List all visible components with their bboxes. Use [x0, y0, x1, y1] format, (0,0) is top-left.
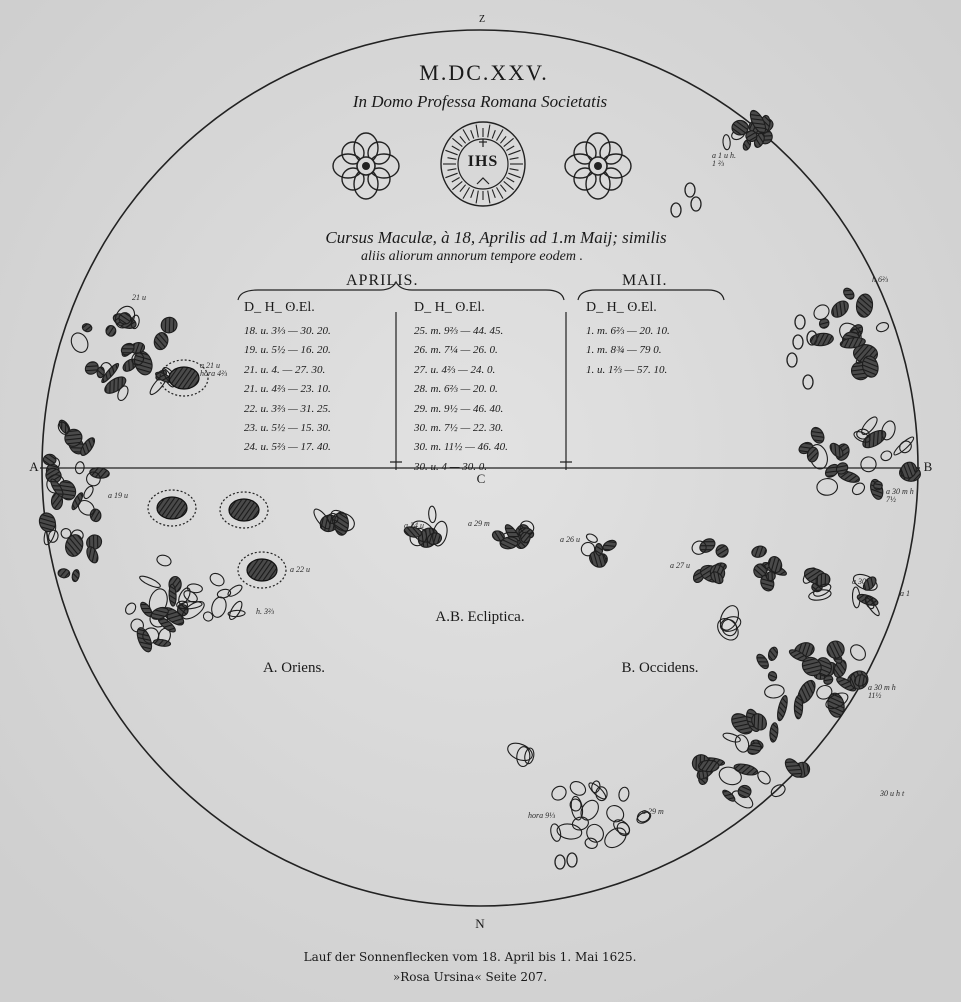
table-row: 23. u. 5½ — 15. 30. [244, 422, 331, 434]
table-row: 28. m. 6⅔ — 20. 0. [414, 383, 498, 396]
spot-annotation: h. 3⅔ [256, 607, 274, 616]
spot-annotation: 21 u [132, 293, 146, 302]
cursus-line-1: Cursus Maculæ, à 18, Aprilis ad 1.m Maij; similis [325, 228, 667, 247]
point-z: Z [478, 14, 486, 25]
spot-annotation: a 1 u h. 1 ⅔ [712, 151, 736, 168]
point-c: C [476, 471, 486, 486]
spot-annotation: a 30 m h 11½ [868, 683, 896, 700]
year-title: M.DC.XXV. [419, 60, 549, 85]
table-row: 30. u. 4 — 30. 0. [414, 460, 488, 473]
table-row: 21. u. 4. — 27. 30. [244, 363, 326, 376]
column-header-1: D_ H_ ʘ.El. [244, 300, 315, 315]
spot-annotation: a 29 m [468, 519, 490, 528]
spot-annotation: 30 u h t [880, 789, 905, 798]
oriens-label: A. Oriens. [262, 660, 326, 676]
month-may: MAII. [622, 272, 668, 289]
spot-annotation: a 21 u hora 4⅔ [200, 361, 228, 378]
table-row: 27. u. 4⅔ — 24. 0. [414, 363, 496, 376]
table-row: 22. u. 3⅔ — 31. 25. [244, 402, 331, 415]
table-row: 19. u. 5½ — 16. 20. [244, 344, 331, 357]
table-row: 1. m. 8¾ — 79 0. [586, 344, 662, 357]
spot-annotation: hora 9⅓ [528, 811, 556, 820]
cursus-line-2: aliis aliorum annorum tempore eodem . [361, 249, 583, 264]
caption-line-2: »Rosa Ursina« Seite 207. [392, 970, 548, 984]
month-april: APRILIS. [346, 272, 419, 289]
ecliptica-label: A.B. Ecliptica. [435, 609, 525, 625]
table-row: 1. u. 1⅔ — 57. 10. [586, 363, 668, 376]
table-row: 1. m. 6⅔ — 20. 10. [586, 325, 670, 337]
spot-annotation: a 19 u [108, 491, 128, 500]
table-row: 18. u. 3⅓ — 30. 20. [244, 325, 331, 337]
ihs-monogram: IHS [467, 153, 499, 170]
table-row: 29. m. 9½ — 46. 40. [414, 402, 504, 415]
table-row: 21. u. 4⅔ — 23. 10. [244, 383, 331, 396]
point-a: A [29, 459, 39, 474]
spot-annotation: a 29 m [642, 807, 664, 816]
spot-annotation: a 1 [900, 589, 910, 598]
column-header-3: D_ H_ ʘ.El. [586, 300, 657, 315]
table-row: 25. m. 9⅔ — 44. 45. [414, 325, 504, 337]
spot-annotation: a 22 u [290, 565, 310, 574]
column-header-2: D_ H_ ʘ.El. [414, 300, 485, 315]
table-row: 24. u. 5⅔ — 17. 40. [244, 441, 331, 454]
spot-annotation: a 24 u [404, 521, 424, 530]
spot-annotation: a 27 u [670, 561, 690, 570]
spot-annotation: h.6⅔ [872, 275, 888, 284]
table-row: 26. m. 7¼ — 26. 0. [414, 344, 498, 357]
spot-annotation: a 30 [852, 577, 866, 586]
spot-annotation: a 30 m h 7½ [886, 487, 914, 504]
location-subtitle: In Domo Professa Romana Societatis [352, 92, 608, 111]
spot-annotation: a 26 u [560, 535, 580, 544]
occidens-label: B. Occidens. [621, 660, 699, 676]
table-row: 30. m. 11½ — 46. 40. [414, 441, 508, 454]
point-n: N [475, 916, 485, 931]
table-row: 30. m. 7½ — 22. 30. [414, 422, 504, 434]
caption-line-1: Lauf der Sonnenflecken vom 18. April bis 1. Mai 1625. [303, 950, 637, 964]
point-b: B [923, 459, 933, 474]
